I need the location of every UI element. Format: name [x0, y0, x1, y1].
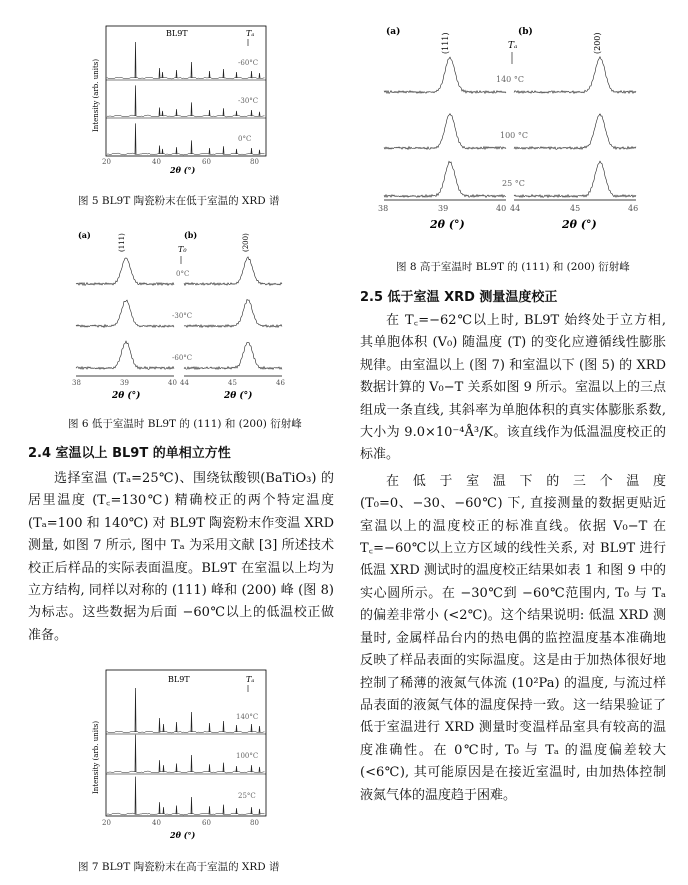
fig6-temp-1: 0°C — [176, 270, 190, 278]
fig6-peak-200: (200) — [242, 233, 250, 252]
fig8-xtick-r1: 44 — [510, 204, 521, 213]
fig8-profile-3 — [384, 114, 506, 150]
fig8-profile-2 — [514, 57, 636, 94]
fig7-trace-peak-2-6 — [209, 764, 210, 772]
fig5-temp-2: -30°C — [238, 97, 259, 105]
fig8-profile-6 — [514, 161, 636, 197]
fig7-trace-peak-3-8 — [236, 808, 237, 814]
fig6-profile-6 — [184, 342, 282, 369]
fig7-trace-peak-1-4 — [176, 722, 177, 732]
section-2-4-heading: 2.4 室温以上 BL9T 的单相立方性 — [28, 446, 231, 461]
fig8-label-a: (a) — [386, 27, 401, 37]
fig6-ta-label: T₀ — [178, 245, 187, 254]
fig6-xtick-l2: 39 — [120, 379, 129, 387]
fig7-ylabel: Intensity (arb. units) — [92, 720, 100, 794]
fig5-trace-peak-1-5 — [191, 62, 192, 78]
fig6-xtick-r1: 44 — [180, 379, 189, 387]
fig7-trace-peak-1-2 — [159, 718, 160, 732]
fig8-temp-2: 100 °C — [500, 131, 528, 140]
section-2-5-paragraph-2: 在低于室温下的三个温度 (T₀=0、−30、−60℃) 下, 直接测量的数据更贴近室温以上的温度校正的标准直线。依据 V₀−T 在 T꜀=−60℃以上立方区域的线性关系, 对 BL9T 进行低温 XRD 测试时的温度校正结果如表 1 和图 9 中的实心圆所示。在 −30℃到 −60℃范围内, T₀ 与 Tₐ 的偏差非常小 (<2℃)。这个结果说明: 低温 XRD 测量时, 金属样品台内的热电偶的监控温度基本准确地反映了样品表面的实际温度。这是由于加热体很好地控制了稀薄的液氮气体流 (10²Pa) 的温度, 与流过样品表面的液氮气体的温度保持一致。这一结果验证了低于室温进行 XRD 测量时变温样品室具有较高的温度准确性。在 0℃时, T₀ 与 Tₐ 的温度偏差较大 (<6℃), 其可能原因是在接近室温时, 由加热体控制液氮气体的温度趋于困难。 — [360, 473, 666, 803]
fig6-peak-plot — [68, 226, 290, 406]
fig6-caption: 图 6 低于室温时 BL9T 的 (111) 和 (200) 衍射峰 — [68, 418, 302, 430]
fig7-panel-title: BL9T — [168, 675, 190, 684]
fig5-trace-peak-3-8 — [236, 149, 237, 154]
fig5-trace-peak-2-6 — [209, 110, 210, 116]
fig5-trace-peak-3-5 — [191, 140, 192, 154]
fig7-trace-peak-1-3 — [163, 724, 164, 732]
fig7-xtick-3: 60 — [202, 819, 211, 827]
fig8-temp-1: 140 °C — [496, 75, 524, 84]
fig7-trace-peak-3-9 — [251, 807, 252, 814]
fig5-trace-peak-1-7 — [223, 69, 224, 78]
fig7-trace-peak-1-10 — [259, 726, 260, 732]
fig7-trace-baseline-3 — [107, 813, 265, 815]
fig8-peak-111: (111) — [441, 32, 450, 54]
fig7-temp-1: 140°C — [236, 713, 259, 721]
fig5-xtick-1: 20 — [102, 158, 111, 166]
fig5-temp-3: 0°C — [238, 135, 252, 143]
fig5-trace-peak-1-10 — [259, 73, 260, 78]
fig8-xlabel-left: 2θ (°) — [430, 218, 465, 231]
fig5-trace-peak-2-3 — [162, 111, 163, 116]
section-2-4-body — [28, 468, 334, 647]
fig8-label-b: (b) — [518, 27, 533, 37]
fig7-trace-peak-1-5 — [191, 712, 192, 732]
fig7-trace-peak-1-7 — [223, 721, 224, 732]
fig6-profile-5 — [76, 341, 174, 369]
fig7-trace-peak-3-3 — [163, 807, 164, 814]
fig5-xtick-2: 40 — [152, 158, 161, 166]
fig8-profile-5 — [384, 161, 506, 197]
fig5-trace-peak-1-4 — [176, 70, 177, 78]
fig5-trace-baseline-3 — [107, 153, 265, 155]
fig8-xtick-l1: 38 — [378, 204, 389, 213]
fig6-xtick-l1: 38 — [72, 379, 81, 387]
fig6-label-a: (a) — [78, 230, 91, 240]
fig5-panel-title: BL9T — [166, 29, 188, 38]
section-2-5-heading: 2.5 低于室温 XRD 测量温度校正 — [360, 290, 558, 305]
fig7-trace-peak-2-5 — [191, 755, 192, 772]
section-2-5-paragraph-1: 在 T꜀=−62℃以上时, BL9T 始终处于立方相, 其单胞体积 (V₀) 随温度 (T) 的变化应遵循线性膨胀规律。由室温以上 (图 7) 和室温以下 (图 5) 的 XRD 数据计算的 V₀−T 关系如图 9 所示。室温以上的三点组成一条直线, 其斜率为单胞体积的真实体膨胀系数, 大小为 9.0×10⁻⁴Å³/K。该直线作为低温温度校正的标准。 — [360, 313, 666, 463]
fig8-profile-4 — [514, 114, 636, 149]
fig5-trace-peak-1-8 — [236, 72, 237, 78]
fig5-trace-peak-1-1 — [135, 42, 136, 78]
fig5-trace-peak-2-1 — [135, 85, 136, 116]
fig6-peak-111: (111) — [118, 233, 126, 252]
fig8-temp-3: 25 °C — [502, 179, 525, 188]
fig7-trace-peak-1-8 — [236, 725, 237, 732]
fig7-trace-peak-1-6 — [209, 723, 210, 732]
fig7-xtick-2: 40 — [152, 819, 161, 827]
fig7-trace-peak-3-10 — [259, 809, 260, 814]
fig5-trace-peak-1-6 — [209, 71, 210, 78]
fig7-xtick-4: 80 — [250, 819, 259, 827]
fig7-trace-peak-2-7 — [223, 763, 224, 772]
fig7-trace-peak-3-1 — [135, 777, 136, 814]
fig5-trace-peak-2-4 — [176, 109, 177, 116]
fig8-xtick-l3: 40 — [496, 204, 507, 213]
fig5-trace-peak-1-2 — [159, 68, 160, 78]
fig6-xlabel-left: 2θ (°) — [112, 391, 141, 401]
fig7-trace-peak-3-6 — [209, 806, 210, 814]
fig8-caption: 图 8 高于室温时 BL9T 的 (111) 和 (200) 衍射峰 — [396, 261, 630, 273]
fig8-xtick-l2: 39 — [438, 204, 449, 213]
fig7-trace-peak-2-10 — [259, 767, 260, 772]
fig7-caption: 图 7 BL9T 陶瓷粉末在高于室温的 XRD 谱 — [78, 861, 280, 873]
fig5-trace-peak-3-10 — [259, 150, 260, 154]
fig5-temp-1: -60°C — [238, 59, 259, 67]
fig7-xlabel: 2θ (°) — [170, 830, 196, 840]
fig7-temp-2: 100°C — [236, 752, 259, 760]
fig7-ta-label: Tₐ — [246, 675, 255, 684]
fig5-trace-peak-1-3 — [162, 72, 163, 78]
fig7-trace-peak-2-1 — [135, 735, 136, 772]
fig5-trace-baseline-2 — [107, 115, 265, 117]
fig5-trace-peak-3-7 — [223, 146, 224, 154]
fig8-peak-200: (200) — [593, 32, 602, 54]
fig6-temp-3: -60°C — [172, 354, 193, 362]
fig5-caption: 图 5 BL9T 陶瓷粉末在低于室温的 XRD 谱 — [78, 195, 280, 207]
fig6-xtick-l3: 40 — [168, 379, 177, 387]
fig7-trace-peak-2-4 — [176, 764, 177, 773]
fig5-ta-label: Tₐ — [246, 29, 255, 38]
fig7-trace-peak-3-5 — [191, 797, 192, 814]
fig6-xtick-r2: 45 — [228, 379, 237, 387]
fig8-ta-label: Tₐ — [508, 41, 518, 51]
fig5-trace-peak-3-9 — [251, 148, 252, 154]
fig6-profile-1 — [76, 258, 174, 285]
section-2-5-body — [360, 310, 666, 807]
fig7-trace-peak-2-9 — [251, 765, 252, 772]
fig7-trace-baseline-1 — [107, 731, 265, 733]
fig7-trace-peak-3-4 — [176, 806, 177, 815]
fig5-trace-peak-3-2 — [159, 146, 160, 155]
fig5-xlabel: 2θ (°) — [170, 165, 196, 174]
fig8-xlabel-right: 2θ (°) — [562, 218, 597, 231]
fig5-xtick-3: 60 — [202, 158, 211, 166]
fig7-xrd-plot — [78, 664, 278, 844]
fig7-trace-peak-3-2 — [159, 802, 160, 814]
fig7-trace-peak-3-7 — [223, 805, 224, 814]
fig5-trace-peak-1-9 — [251, 71, 252, 78]
section-2-4-paragraph: 选择室温 (Tₐ=25℃)、围绕钛酸钡(BaTiO₃) 的居里温度 (T꜀=130℃) 精确校正的两个特定温度 (Tₐ=100 和 140℃) 对 BL9T 陶瓷粉末作变温 XRD 测量, 如图 7 所示, 图中 Tₐ 为采用文献 [3] 所述技术校正后样品的实际表面温度。BL9T 在室温以上均为立方结构, 同样以对称的 (111) 峰和 (200) 峰 (图 8) 为标志。这些数据为后面 −60℃以上的低温校正做准备。 — [28, 471, 334, 643]
fig6-xlabel-right: 2θ (°) — [224, 391, 253, 401]
fig5-trace-peak-3-1 — [135, 123, 136, 154]
fig5-trace-peak-2-5 — [191, 102, 192, 116]
fig8-xtick-r2: 45 — [570, 204, 581, 213]
fig6-profile-4 — [184, 299, 282, 327]
fig6-label-b: (b) — [184, 230, 198, 240]
fig5-trace-peak-3-6 — [209, 148, 210, 154]
fig6-temp-2: -30°C — [172, 312, 193, 320]
fig8-peak-plot — [372, 14, 648, 242]
fig6-profile-3 — [76, 300, 174, 327]
fig5-trace-peak-2-7 — [223, 108, 224, 116]
fig7-trace-baseline-2 — [107, 771, 265, 773]
fig5-ylabel: Intensity (arb. units) — [92, 58, 100, 132]
fig6-profile-2 — [184, 257, 282, 286]
fig5-xrd-plot — [78, 22, 278, 174]
fig7-temp-3: 25°C — [238, 792, 256, 800]
fig8-profile-1 — [384, 57, 506, 93]
fig5-trace-baseline-1 — [107, 77, 265, 79]
fig7-trace-peak-1-9 — [251, 724, 252, 732]
fig5-trace-peak-2-2 — [159, 108, 160, 117]
fig7-xtick-1: 20 — [102, 819, 111, 827]
fig7-trace-peak-1-1 — [135, 688, 136, 732]
fig5-trace-peak-2-10 — [259, 112, 260, 116]
fig7-trace-peak-2-2 — [159, 760, 160, 772]
fig7-trace-peak-2-3 — [163, 765, 164, 772]
fig5-xtick-4: 80 — [250, 158, 259, 166]
fig8-xtick-r3: 46 — [628, 204, 639, 213]
fig5-trace-peak-3-4 — [176, 147, 177, 154]
fig6-xtick-r3: 46 — [276, 379, 285, 387]
fig5-trace-peak-2-9 — [251, 110, 252, 116]
